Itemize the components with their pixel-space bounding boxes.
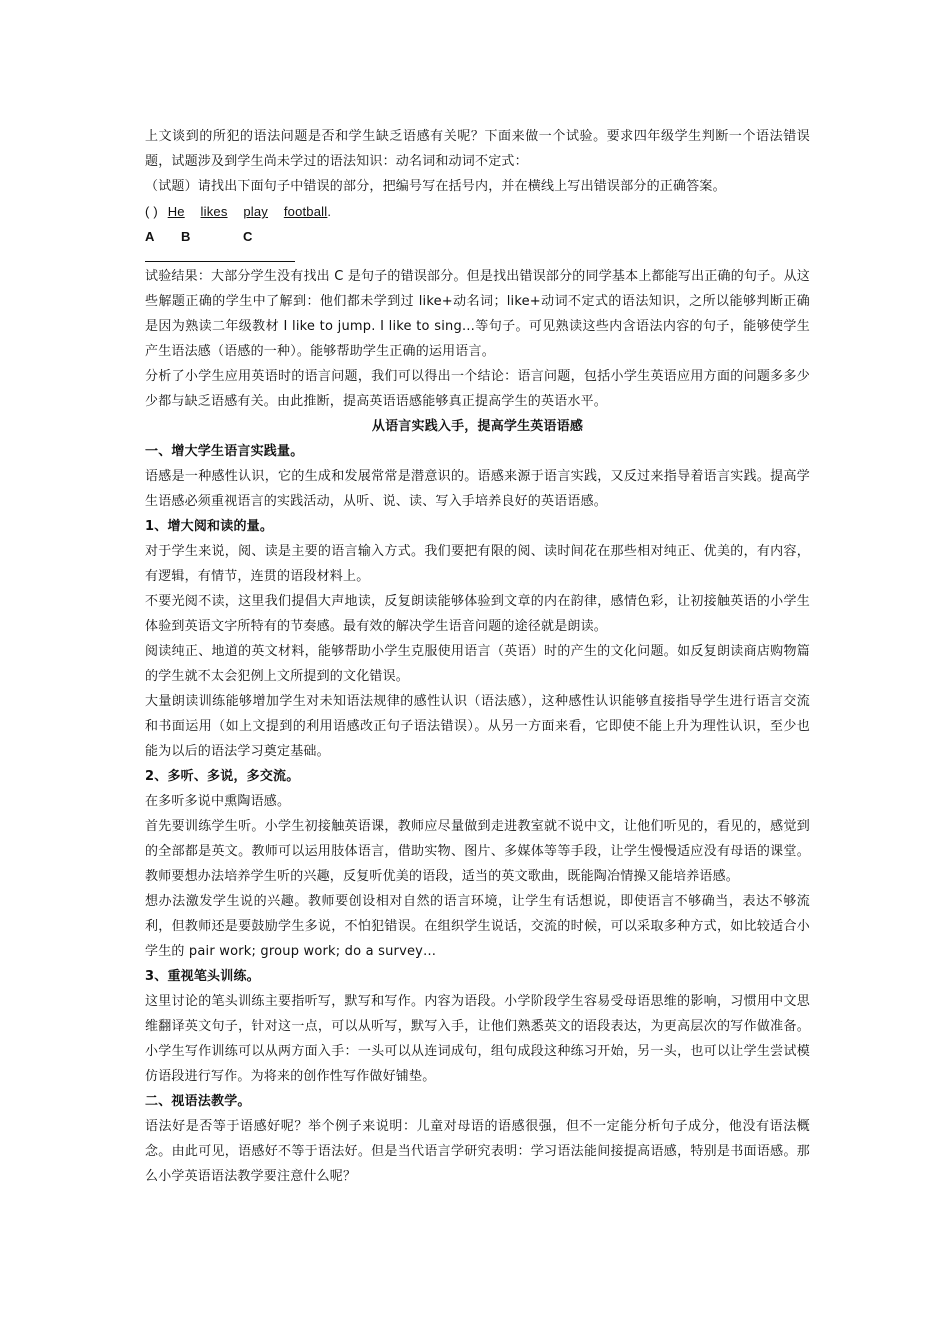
body-paragraph: 首先要训练学生听。小学生初接触英语课，教师应尽量做到走进教室就不说中文，让他们听见的，看见的，感觉到的全部都是英文。教师可以运用肢体语言，借助实物、图片、多媒体等等手段，让学生慢慢适应没有母语的课堂。教师要想办法培养学生听的兴趣，反复听优美的语段，适当的英文歌曲，既能陶冶情操又能培养语感。 [145,819,810,884]
intro-paragraph: 上文谈到的所犯的语法问题是否和学生缺乏语感有关呢？下面来做一个试验。要求四年级学生判断一个语法错误题，试题涉及到学生尚未学过的语法知识：动名词和动词不定式： [145,129,810,169]
body-paragraph: 想办法激发学生说的兴趣。教师要创设相对自然的语言环境，让学生有话想说，即使语言不够确当，表达不够流利，但教师还是要鼓励学生多说，不怕犯错误。在组织学生说话，交流的时候，可以采取多种方式，如比较适合小学生的 pair work; group work; do a survey… [145,894,810,959]
subsection-heading-2: 2、多听、多说，多交流。 [145,769,300,784]
result-paragraph: 试验结果：大部分学生没有找出 C 是句子的错误部分。但是找出错误部分的同学基本上都能写出正确的句子。从这些解题正确的学生中了解到：他们都未学到过 like+动名词；like+动词不定式的语法知识，之所以能够判断正确是因为熟读二年级教材 I like to jump. I like to sing…等句子。可见熟读这些内含语法内容的句子，能够使学生产生语法感（语感的一种）。能够帮助学生正确的运用语言。 [145,269,810,359]
document-page [145,124,810,1189]
answer-bracket: ( ) [145,204,158,219]
option-letter-b: B [181,229,191,244]
test-sentence [145,199,810,224]
answer-blank-line [145,261,295,262]
body-paragraph: 大量朗读训练能够增加学生对未知语法规律的感性认识（语法感），这种感性认识能够直接指导学生进行语言交流和书面运用（如上文提到的利用语感改正句子语法错误）。从另一方面来看，它即使不能上升为理性认识，至少也能为以后的语法学习奠定基础。 [145,694,810,759]
sentence-word: He [167,204,185,219]
section-heading-1: 一、增大学生语言实践量。 [145,444,304,459]
subsection-heading-1: 1、增大阅和读的量。 [145,519,274,534]
body-paragraph: 对于学生来说，阅、读是主要的语言输入方式。我们要把有限的阅、读时间花在那些相对纯正、优美的，有内容，有逻辑，有情节，连贯的语段材料上。 [145,544,810,584]
subsection-heading-3: 3、重视笔头训练。 [145,969,260,984]
sentence-period: . [327,204,332,219]
sentence-word: football [283,204,328,219]
article-title: 从语言实践入手，提高学生英语语感 [371,419,584,434]
body-paragraph: 不要光阅不读，这里我们提倡大声地读，反复朗读能够体验到文章的内在韵律，感情色彩，让初接触英语的小学生体验到英语文字所特有的节奏感。最有效的解决学生语音问题的途径就是朗读。 [145,594,810,634]
body-paragraph: 语法好是否等于语感好呢？举个例子来说明：儿童对母语的语感很强，但不一定能分析句子成分，他没有语法概念。由此可见，语感好不等于语法好。但是当代语言学研究表明：学习语法能间接提高语感，特别是书面语感。那么小学英语语法教学要注意什么呢？ [145,1119,810,1184]
body-paragraph: 在多听多说中熏陶语感。 [145,794,291,809]
section-heading-2: 二、视语法教学。 [145,1094,251,1109]
sentence-word: play [243,204,269,219]
conclusion-paragraph: 分析了小学生应用英语时的语言问题，我们可以得出一个结论：语言问题，包括小学生英语应用方面的问题多多少少都与缺乏语感有关。由此推断，提高英语语感能够真正提高学生的英语水平。 [145,369,810,409]
option-letter-c: C [243,229,253,244]
test-instruction: （试题）请找出下面句子中错误的部分，把编号写在括号内，并在横线上写出错误部分的正确答案。 [145,179,726,194]
body-paragraph: 阅读纯正、地道的英文材料，能够帮助小学生克服使用语言（英语）时的产生的文化问题。如反复朗读商店购物篇的学生就不太会犯例上文所提到的文化错误。 [145,644,810,684]
option-letters [145,224,810,249]
option-letter-a: A [145,229,155,244]
body-paragraph: 语感是一种感性认识，它的生成和发展常常是潜意识的。语感来源于语言实践，又反过来指导着语言实践。提高学生语感必须重视语言的实践活动，从听、说、读、写入手培养良好的英语语感。 [145,469,810,509]
sentence-word: likes [200,204,228,219]
body-paragraph: 这里讨论的笔头训练主要指听写，默写和写作。内容为语段。小学阶段学生容易受母语思维的影响，习惯用中文思维翻译英文句子，针对这一点，可以从听写，默写入手，让他们熟悉英文的语段表达，为更高层次的写作做准备。小学生写作训练可以从两方面入手：一头可以从连词成句，组句成段这种练习开始，另一头，也可以让学生尝试模仿语段进行写作。为将来的创作性写作做好铺垫。 [145,994,810,1084]
